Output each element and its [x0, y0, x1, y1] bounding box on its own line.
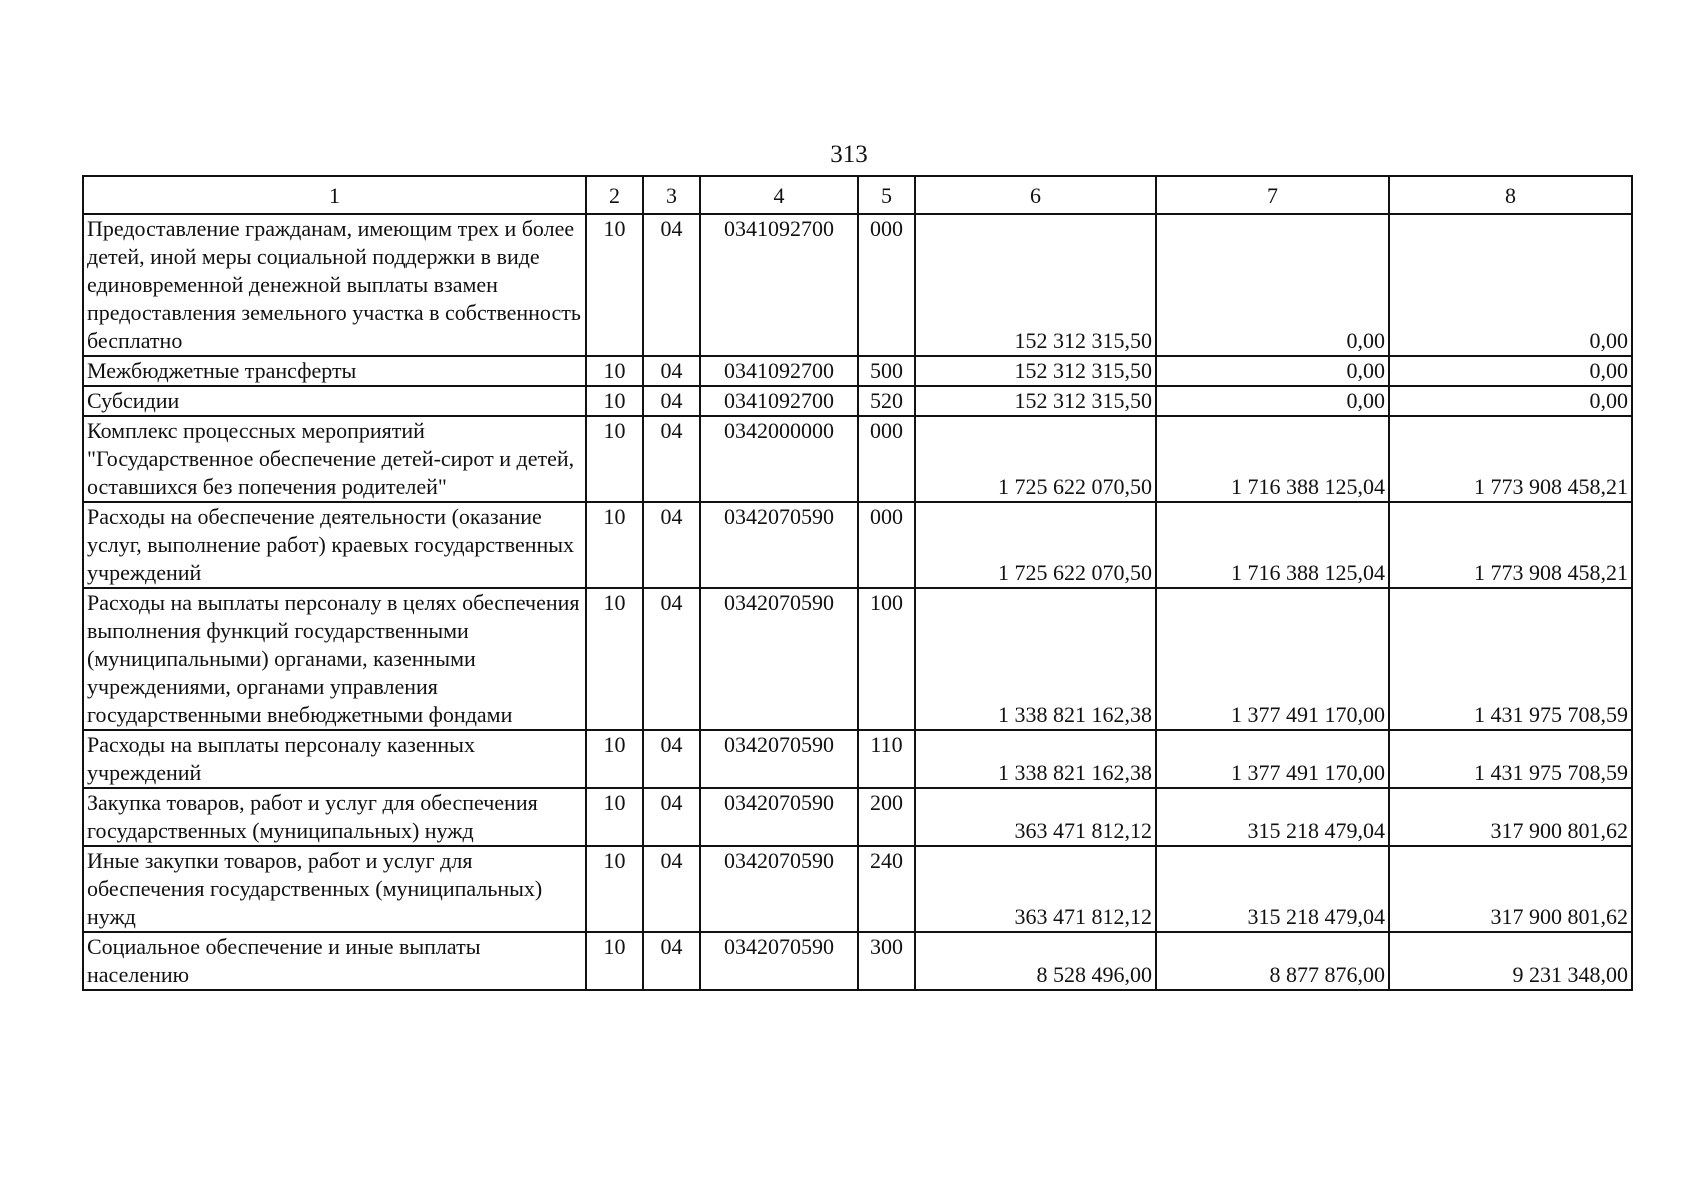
- table-row: [83, 932, 1632, 990]
- row-name: Межбюджетные трансферты: [83, 356, 586, 386]
- row-name: Расходы на обеспечение деятельности (оказание услуг, выполнение работ) краевых государственных учреждений: [83, 502, 586, 588]
- table-row: [83, 730, 1632, 788]
- table-row: [83, 502, 1632, 588]
- amount-col-6: 152 312 315,50: [915, 386, 1156, 416]
- section-code: 10: [586, 730, 643, 788]
- amount-col-6: 363 471 812,12: [915, 846, 1156, 932]
- amount-col-7: 315 218 479,04: [1156, 788, 1389, 846]
- expense-type-code: 000: [858, 416, 915, 502]
- column-header: 1: [83, 176, 586, 214]
- subsection-code: 04: [643, 846, 700, 932]
- amount-col-7: 8 877 876,00: [1156, 932, 1389, 990]
- expense-type-code: 200: [858, 788, 915, 846]
- budget-table: [82, 175, 1633, 991]
- amount-col-8: 1 431 975 708,59: [1389, 730, 1632, 788]
- table-row: [83, 588, 1632, 730]
- page-number: 313: [830, 141, 868, 168]
- target-article-code: 0342070590: [700, 788, 858, 846]
- expense-type-code: 110: [858, 730, 915, 788]
- subsection-code: 04: [643, 730, 700, 788]
- column-header: 3: [643, 176, 700, 214]
- column-header: 2: [586, 176, 643, 214]
- expense-type-code: 300: [858, 932, 915, 990]
- row-name: Субсидии: [83, 386, 586, 416]
- section-code: 10: [586, 846, 643, 932]
- amount-col-6: 152 312 315,50: [915, 356, 1156, 386]
- amount-col-6: 1 725 622 070,50: [915, 416, 1156, 502]
- row-name: Закупка товаров, работ и услуг для обеспечения государственных (муниципальных) нужд: [83, 788, 586, 846]
- row-name: Иные закупки товаров, работ и услуг для обеспечения государственных (муниципальных) нужд: [83, 846, 586, 932]
- amount-col-7: 0,00: [1156, 214, 1389, 356]
- header-row: [83, 176, 1632, 214]
- table-row: [83, 788, 1632, 846]
- table-row: [83, 214, 1632, 356]
- section-code: 10: [586, 588, 643, 730]
- expense-type-code: 000: [858, 214, 915, 356]
- amount-col-8: 1 431 975 708,59: [1389, 588, 1632, 730]
- section-code: 10: [586, 356, 643, 386]
- amount-col-7: 1 377 491 170,00: [1156, 730, 1389, 788]
- amount-col-6: 363 471 812,12: [915, 788, 1156, 846]
- column-header: 4: [700, 176, 858, 214]
- row-name: Расходы на выплаты персоналу в целях обеспечения выполнения функций государственными (муниципальными) органами, казенными учреждениями, органами управления государственными внебюджетными фондами: [83, 588, 586, 730]
- subsection-code: 04: [643, 932, 700, 990]
- section-code: 10: [586, 788, 643, 846]
- column-header: 5: [858, 176, 915, 214]
- subsection-code: 04: [643, 416, 700, 502]
- amount-col-6: 1 338 821 162,38: [915, 588, 1156, 730]
- row-name: Предоставление гражданам, имеющим трех и более детей, иной меры социальной поддержки в виде единовременной денежной выплаты взамен предоставления земельного участка в собственность бесплатно: [83, 214, 586, 356]
- target-article-code: 0342070590: [700, 502, 858, 588]
- amount-col-8: 317 900 801,62: [1389, 788, 1632, 846]
- amount-col-6: 8 528 496,00: [915, 932, 1156, 990]
- target-article-code: 0342070590: [700, 846, 858, 932]
- section-code: 10: [586, 502, 643, 588]
- section-code: 10: [586, 214, 643, 356]
- expense-type-code: 240: [858, 846, 915, 932]
- subsection-code: 04: [643, 588, 700, 730]
- expense-type-code: 520: [858, 386, 915, 416]
- expense-type-code: 100: [858, 588, 915, 730]
- amount-col-8: 0,00: [1389, 386, 1632, 416]
- section-code: 10: [586, 386, 643, 416]
- amount-col-7: 0,00: [1156, 386, 1389, 416]
- section-code: 10: [586, 932, 643, 990]
- amount-col-6: 1 725 622 070,50: [915, 502, 1156, 588]
- amount-col-7: 315 218 479,04: [1156, 846, 1389, 932]
- column-header: 6: [915, 176, 1156, 214]
- column-header: 7: [1156, 176, 1389, 214]
- amount-col-8: 9 231 348,00: [1389, 932, 1632, 990]
- subsection-code: 04: [643, 502, 700, 588]
- row-name: Социальное обеспечение и иные выплаты населению: [83, 932, 586, 990]
- amount-col-8: 1 773 908 458,21: [1389, 502, 1632, 588]
- target-article-code: 0342070590: [700, 730, 858, 788]
- expense-type-code: 000: [858, 502, 915, 588]
- subsection-code: 04: [643, 356, 700, 386]
- subsection-code: 04: [643, 214, 700, 356]
- amount-col-8: 0,00: [1389, 214, 1632, 356]
- column-header: 8: [1389, 176, 1632, 214]
- amount-col-7: 1 716 388 125,04: [1156, 502, 1389, 588]
- amount-col-7: 1 716 388 125,04: [1156, 416, 1389, 502]
- target-article-code: 0341092700: [700, 214, 858, 356]
- amount-col-7: 1 377 491 170,00: [1156, 588, 1389, 730]
- amount-col-8: 317 900 801,62: [1389, 846, 1632, 932]
- target-article-code: 0341092700: [700, 386, 858, 416]
- target-article-code: 0341092700: [700, 356, 858, 386]
- table-row: [83, 846, 1632, 932]
- table-row: [83, 356, 1632, 386]
- table-row: [83, 416, 1632, 502]
- target-article-code: 0342070590: [700, 932, 858, 990]
- amount-col-7: 0,00: [1156, 356, 1389, 386]
- row-name: Расходы на выплаты персоналу казенных учреждений: [83, 730, 586, 788]
- section-code: 10: [586, 416, 643, 502]
- expense-type-code: 500: [858, 356, 915, 386]
- row-name: Комплекс процессных мероприятий "Государственное обеспечение детей-сирот и детей, оставшихся без попечения родителей": [83, 416, 586, 502]
- subsection-code: 04: [643, 788, 700, 846]
- amount-col-8: 0,00: [1389, 356, 1632, 386]
- amount-col-8: 1 773 908 458,21: [1389, 416, 1632, 502]
- amount-col-6: 1 338 821 162,38: [915, 730, 1156, 788]
- amount-col-6: 152 312 315,50: [915, 214, 1156, 356]
- target-article-code: 0342070590: [700, 588, 858, 730]
- table-row: [83, 386, 1632, 416]
- subsection-code: 04: [643, 386, 700, 416]
- target-article-code: 0342000000: [700, 416, 858, 502]
